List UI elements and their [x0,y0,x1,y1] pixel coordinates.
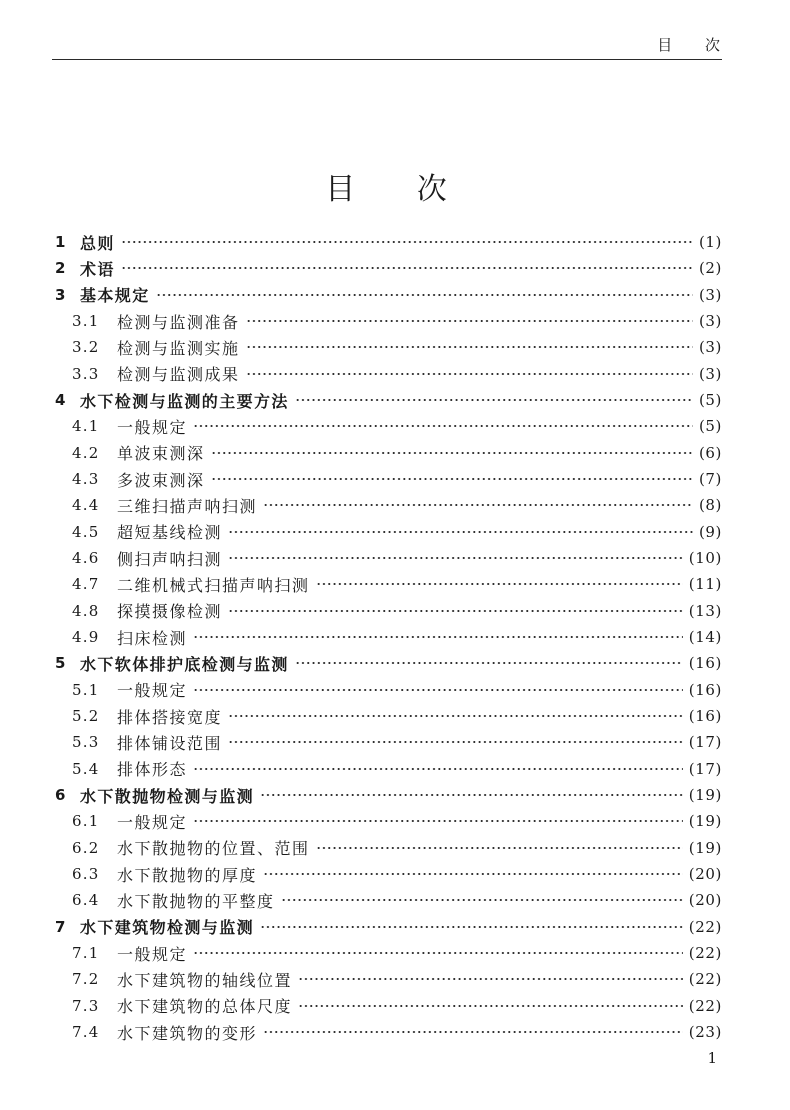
toc-entry-number: 3.3 [72,364,100,383]
toc-entry-title: 超短基线检测 [117,523,223,543]
dot-leader [298,974,683,984]
toc-entry-number: 6.4 [72,891,100,910]
toc-section-entry [52,334,722,360]
toc-entry-page: (23) [688,1023,722,1041]
dot-leader [263,500,693,510]
toc-entry-number: 5.2 [72,707,100,726]
toc-entry-number: 4.8 [72,601,100,620]
dot-leader [246,316,693,326]
toc-section-entry [52,993,722,1019]
toc-entry-page: (8) [698,496,722,515]
toc-entry-number: 7 [55,917,66,936]
toc-entry-page: (11) [688,575,722,594]
toc-entry-title: 二维机械式扫描声呐扫测 [117,575,310,595]
toc-entry-number: 7.1 [72,944,100,963]
toc-entry-number: 6.3 [72,865,100,884]
dot-leader [228,606,683,616]
dot-leader [193,421,693,431]
toc-section-entry [52,861,722,887]
toc-entry-title: 基本规定 [80,286,150,306]
toc-entry-title: 排体搭接宽度 [117,707,223,727]
dot-leader [228,553,683,563]
dot-leader [295,658,683,668]
dot-leader [263,1027,683,1037]
toc-entry-page: (7) [698,470,722,489]
toc-entry-number: 1 [55,233,66,252]
toc-entry-title: 总则 [80,233,115,253]
toc-entry-number: 4.2 [72,443,100,462]
toc-chapter-entry [52,914,722,940]
toc-entry-page: (19) [688,838,722,857]
toc-entry-page: (19) [688,812,722,831]
page-number: 1 [707,1049,717,1067]
dot-leader [281,895,683,905]
dot-leader [193,685,683,695]
toc-entry-title: 排体形态 [117,760,188,780]
toc-entry-page: (3) [698,312,722,331]
toc-entry-title: 一般规定 [117,944,188,964]
dot-leader [193,764,683,774]
toc-entry-title: 探摸摄像检测 [117,602,223,622]
toc-entry-page: (3) [698,285,722,304]
toc-entry-number: 5.4 [72,759,100,778]
toc-entry-page: (3) [698,364,722,383]
toc-entry-title: 多波束测深 [117,470,205,490]
toc-entry-title: 水下散抛物的平整度 [117,891,275,911]
toc-entry-number: 6.2 [72,838,100,857]
toc-entry-title: 水下建筑物的变形 [117,1023,258,1043]
toc-entry-number: 4.7 [72,575,100,594]
toc-entry-page: (16) [688,654,722,673]
toc-entry-title: 水下建筑物的轴线位置 [117,970,293,990]
toc-chapter-entry [52,229,722,255]
dot-leader [298,1001,683,1011]
toc-entry-number: 5.3 [72,733,100,752]
toc-section-entry [52,571,722,597]
toc-entry-page: (16) [688,680,722,699]
toc-section-entry [52,308,722,334]
dot-leader [156,290,693,300]
toc-entry-page: (19) [688,786,722,805]
toc-entry-page: (5) [698,417,722,436]
toc-entry-title: 三维扫描声呐扫测 [117,496,258,516]
toc-entry-number: 2 [55,259,66,278]
toc-section-entry [52,466,722,492]
toc-chapter-entry [52,282,722,308]
dot-leader [211,474,693,484]
toc-section-entry [52,624,722,650]
toc-section-entry [52,1019,722,1045]
toc-section-entry [52,703,722,729]
toc-entry-number: 6 [55,786,66,805]
toc-entry-title: 单波束测深 [117,444,205,464]
toc-section-entry [52,887,722,913]
dot-leader [211,448,693,458]
toc-section-entry [52,361,722,387]
toc-entry-title: 术语 [80,259,115,279]
toc-entry-page: (6) [698,443,722,462]
toc-entry-page: (22) [688,944,722,963]
toc-entry-page: (22) [688,996,722,1015]
toc-entry-number: 3 [55,285,66,304]
toc-entry-title: 水下散抛物的厚度 [117,865,258,885]
dot-leader [246,369,693,379]
page-title: 目 次 [325,172,447,207]
toc-list [52,229,722,1045]
toc-section-entry [52,598,722,624]
toc-entry-page: (9) [698,522,722,541]
toc-entry-page: (22) [688,917,722,936]
toc-entry-title: 一般规定 [117,681,188,701]
toc-entry-title: 水下检测与监测的主要方法 [80,391,289,411]
header-divider [52,59,722,60]
toc-entry-number: 4.3 [72,470,100,489]
toc-entry-page: (14) [688,628,722,647]
toc-entry-title: 水下建筑物检测与监测 [80,918,255,938]
toc-entry-number: 3.1 [72,312,100,331]
toc-entry-page: (16) [688,707,722,726]
dot-leader [316,579,683,589]
toc-section-entry [52,756,722,782]
running-header-title: 目 次 [657,36,720,54]
dot-leader [228,737,683,747]
toc-entry-page: (20) [688,891,722,910]
toc-entry-title: 一般规定 [117,417,188,437]
toc-chapter-entry [52,255,722,281]
dot-leader [316,843,683,853]
toc-entry-page: (20) [688,865,722,884]
dot-leader [228,527,693,537]
toc-entry-number: 6.1 [72,812,100,831]
toc-section-entry [52,519,722,545]
toc-entry-page: (13) [688,601,722,620]
toc-entry-number: 4.6 [72,549,100,568]
toc-section-entry [52,729,722,755]
toc-chapter-entry [52,650,722,676]
dot-leader [260,922,683,932]
dot-leader [193,816,683,826]
toc-entry-title: 一般规定 [117,812,188,832]
toc-section-entry [52,413,722,439]
toc-entry-page: (10) [688,549,722,568]
toc-entry-title: 检测与监测成果 [117,365,240,385]
toc-entry-page: (17) [688,733,722,752]
toc-entry-number: 4.1 [72,417,100,436]
toc-entry-number: 4 [55,391,66,410]
toc-section-entry [52,835,722,861]
toc-section-entry [52,808,722,834]
toc-entry-number: 7.4 [72,1023,100,1041]
toc-chapter-entry [52,387,722,413]
toc-entry-title: 水下散抛物的位置、范围 [117,839,310,859]
toc-entry-number: 7.3 [72,996,100,1015]
toc-entry-title: 排体铺设范围 [117,733,223,753]
toc-chapter-entry [52,782,722,808]
toc-entry-number: 4.4 [72,496,100,515]
toc-entry-page: (5) [698,391,722,410]
dot-leader [193,948,683,958]
dot-leader [121,237,693,247]
toc-entry-number: 3.2 [72,338,100,357]
toc-section-entry [52,492,722,518]
toc-entry-page: (22) [688,970,722,989]
toc-entry-number: 4.5 [72,522,100,541]
toc-section-entry [52,440,722,466]
toc-entry-title: 检测与监测实施 [117,338,240,358]
toc-entry-title: 水下软体排护底检测与监测 [80,654,289,674]
toc-entry-page: (2) [698,259,722,278]
dot-leader [263,869,683,879]
toc-entry-number: 5.1 [72,680,100,699]
toc-entry-number: 5 [55,654,66,673]
toc-section-entry [52,940,722,966]
toc-entry-title: 检测与监测准备 [117,312,240,332]
dot-leader [246,342,693,352]
toc-entry-number: 7.2 [72,970,100,989]
toc-entry-page: (1) [698,233,722,252]
toc-section-entry [52,545,722,571]
dot-leader [193,632,683,642]
dot-leader [121,263,693,273]
toc-entry-title: 水下建筑物的总体尺度 [117,997,293,1017]
toc-entry-title: 侧扫声呐扫测 [117,549,223,569]
toc-entry-title: 扫床检测 [117,628,188,648]
toc-section-entry [52,677,722,703]
dot-leader [228,711,683,721]
toc-entry-page: (3) [698,338,722,357]
toc-entry-title: 水下散抛物检测与监测 [80,786,255,806]
toc-entry-page: (17) [688,759,722,778]
toc-section-entry [52,966,722,992]
dot-leader [260,790,683,800]
toc-entry-number: 4.9 [72,628,100,647]
dot-leader [295,395,693,405]
